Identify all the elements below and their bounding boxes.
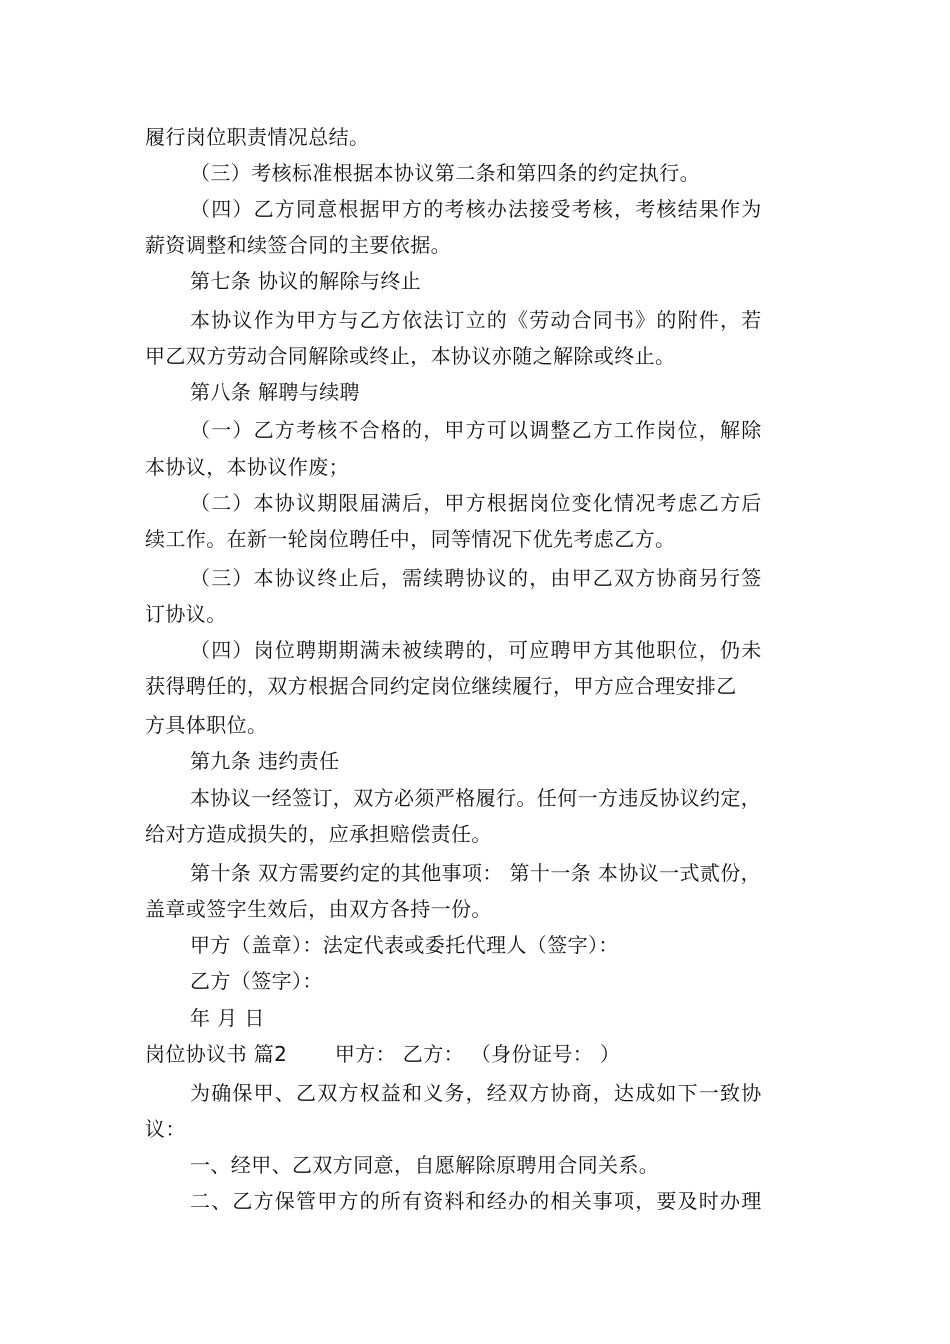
list-item-3: （三）本协议终止后，需续聘协议的，由甲乙双方协商另行签 (190, 566, 763, 590)
body-text-line: 本协议作为甲方与乙方依法订立的《劳动合同书》的附件，若 (190, 308, 763, 332)
body-text-line: 本协议一经签订，双方必须严格履行。任何一方违反协议约定， (190, 786, 762, 810)
body-text-line: 甲乙双方劳动合同解除或终止，本协议亦随之解除或终止。 (145, 344, 676, 368)
article-heading: 第八条 解聘与续聘 (190, 380, 360, 404)
list-item-4: （四）乙方同意根据甲方的考核办法接受考核，考核结果作为 (190, 197, 763, 221)
body-text-line: 履行岗位职责情况总结。 (145, 125, 370, 149)
body-text-line: 订协议。 (145, 602, 227, 626)
clause-1: 一、经甲、乙双方同意，自愿解除原聘用合同关系。 (190, 1153, 660, 1177)
signature-line-party-b: 乙方（签字）： (190, 969, 323, 993)
body-text-line: 获得聘任的，双方根据合同约定岗位继续履行，甲方应合理安排乙 (145, 674, 737, 698)
list-item-2: （二）本协议期限届满后，甲方根据岗位变化情况考虑乙方后 (190, 491, 763, 515)
article-heading: 第九条 违约责任 (190, 749, 340, 773)
body-text-line: 续工作。在新一轮岗位聘任中，同等情况下优先考虑乙方。 (145, 527, 676, 551)
body-text-line: 本协议，本协议作废； (145, 455, 349, 479)
list-item-3: （三）考核标准根据本协议第二条和第四条的约定执行。 (190, 161, 700, 185)
body-text-line: 议： (145, 1117, 186, 1141)
body-text-line: 盖章或签字生效后，由双方各持一份。 (145, 897, 492, 921)
signature-line-party-a: 甲方（盖章）：法定代表或委托代理人（签字）： (190, 933, 619, 957)
list-item-1: （一）乙方考核不合格的，甲方可以调整乙方工作岗位，解除 (190, 418, 763, 442)
date-line: 年 月 日 (190, 1006, 265, 1030)
article-heading: 第七条 协议的解除与终止 (190, 269, 422, 293)
list-item-4: （四）岗位聘期期满未被续聘的，可应聘甲方其他职位，仍未 (190, 638, 763, 662)
body-text-line: 方具体职位。 (145, 713, 268, 737)
body-text-line: 为确保甲、乙双方权益和义务，经双方协商，达成如下一致协 (190, 1081, 763, 1105)
body-text-line: 给对方造成损失的，应承担赔偿责任。 (145, 822, 492, 846)
section-title: 岗位协议书 篇2 甲方： 乙方： （身份证号： ） (145, 1042, 621, 1066)
clause-2: 二、乙方保管甲方的所有资料和经办的相关事项，要及时办理 (190, 1189, 763, 1213)
article-heading: 第十条 双方需要约定的其他事项： 第十一条 本协议一式贰份， (190, 861, 762, 885)
body-text-line: 薪资调整和续签合同的主要依据。 (145, 233, 451, 257)
